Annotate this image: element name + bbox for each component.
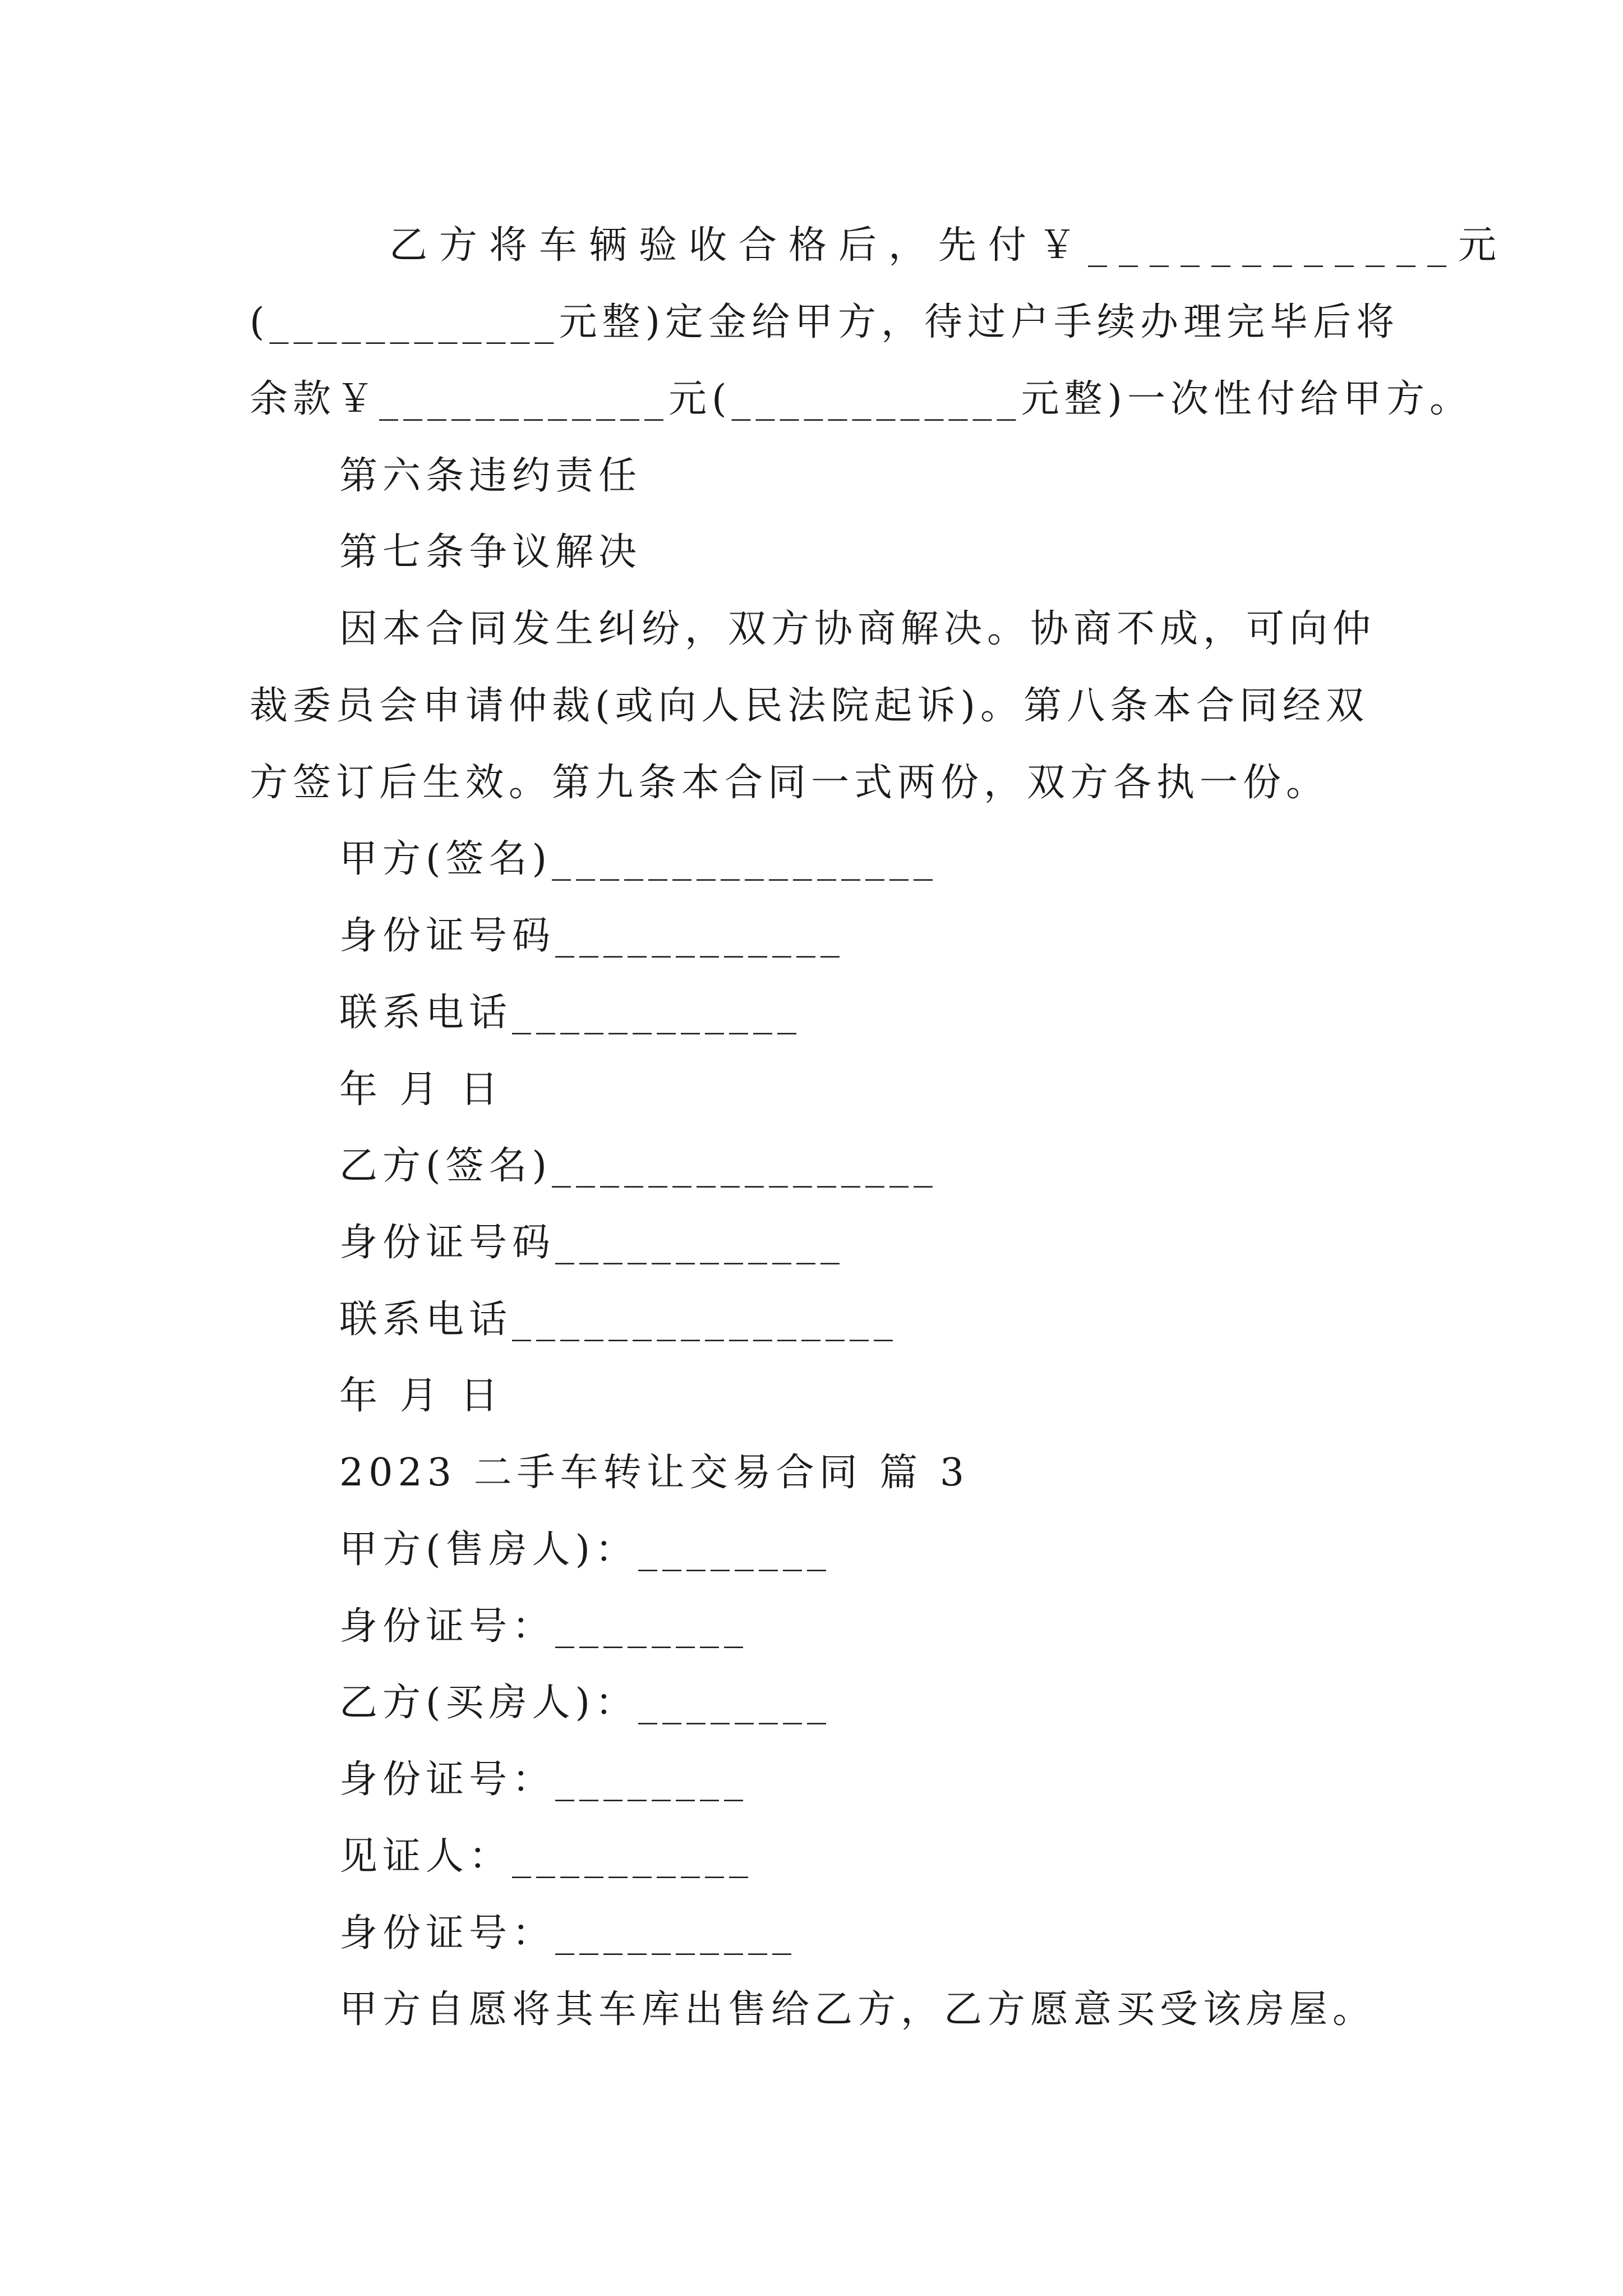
party-b-id-number: 身份证号码____________ <box>339 1221 845 1265</box>
payment-clause-line-2: (____________元整)定金给甲方，待过户手续办理完毕后将 <box>250 300 1400 344</box>
payment-clause-line-1: 乙方将车辆验收合格后，先付￥____________元 <box>339 223 1509 268</box>
article-6-heading: 第六条违约责任 <box>339 454 642 498</box>
buyer-field: 乙方(买房人)：________ <box>339 1681 832 1725</box>
seller-field: 甲方(售房人)：________ <box>339 1527 832 1572</box>
contract-section-title: 2023 二手车转让交易合同 篇 3 <box>339 1451 970 1495</box>
buyer-id-field: 身份证号：________ <box>339 1757 749 1802</box>
party-a-date: 年 月 日 <box>339 1068 504 1112</box>
party-a-phone: 联系电话____________ <box>339 991 802 1035</box>
dispute-clause-line-3: 方签订后生效。第九条本合同一式两份，双方各执一份。 <box>250 761 1330 805</box>
witness-id-field: 身份证号：__________ <box>339 1911 797 1955</box>
article-7-heading: 第七条争议解决 <box>339 530 642 574</box>
seller-id-field: 身份证号：________ <box>339 1604 749 1649</box>
sale-statement: 甲方自愿将其车库出售给乙方，乙方愿意买受该房屋。 <box>339 1987 1376 2032</box>
party-b-signature: 乙方(签名)________________ <box>339 1144 938 1188</box>
party-a-id-number: 身份证号码____________ <box>339 914 845 958</box>
party-b-date: 年 月 日 <box>339 1374 504 1418</box>
payment-clause-line-3: 余款￥____________元(____________元整)一次性付给甲方。 <box>250 377 1473 421</box>
party-b-phone: 联系电话________________ <box>339 1297 898 1342</box>
dispute-clause-line-2: 裁委员会申请仲裁(或向人民法院起诉)。第八条本合同经双 <box>250 684 1370 728</box>
party-a-signature: 甲方(签名)________________ <box>339 837 938 881</box>
witness-field: 见证人：__________ <box>339 1834 754 1879</box>
dispute-clause-line-1: 因本合同发生纠纷，双方协商解决。协商不成，可向仲 <box>339 607 1376 651</box>
